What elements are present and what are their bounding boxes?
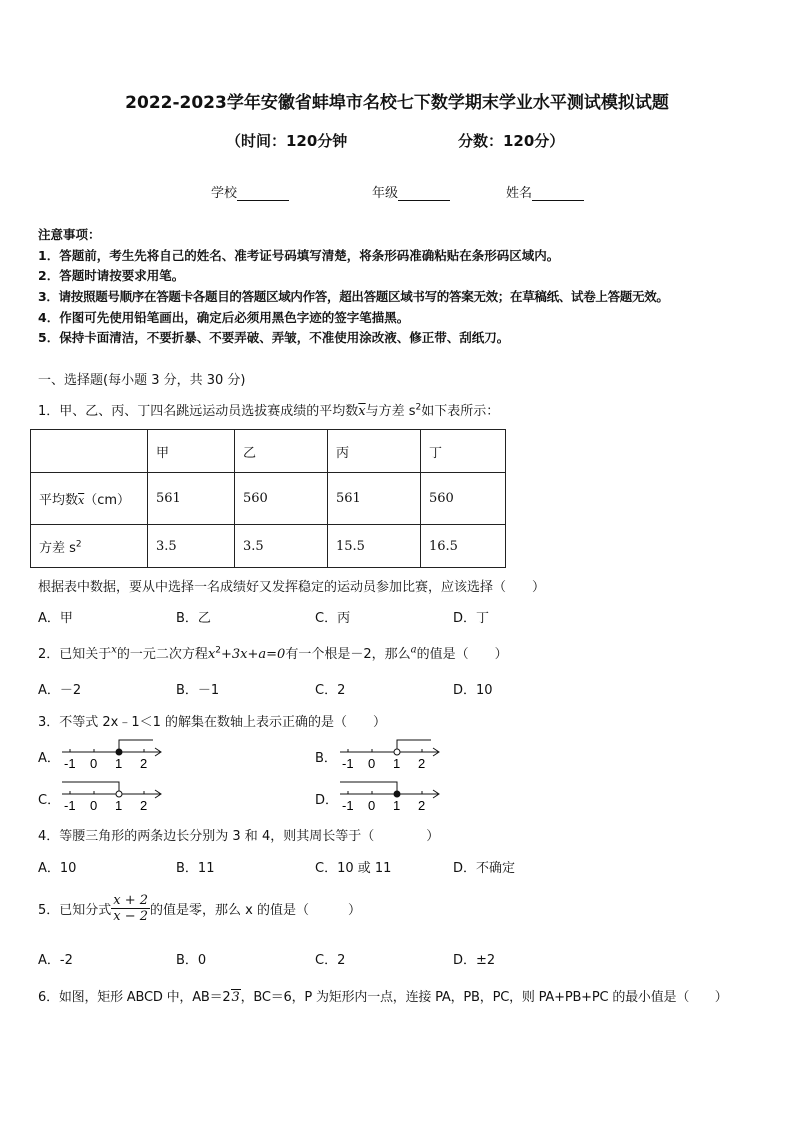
table-cell: 16.5	[421, 525, 506, 568]
q1-stem	[38, 400, 499, 419]
page-title: 2022-2023学年安徽省蚌埠市名校七下数学期末学业水平测试模拟试题	[125, 93, 669, 113]
row-label-var: 方差 s	[39, 540, 76, 556]
option-c[interactable]: C．2	[315, 953, 346, 968]
school-label: 学校	[211, 186, 238, 201]
tick-label: -1	[64, 798, 76, 813]
option-c[interactable]: C．10 或 11	[315, 861, 392, 876]
q1-table	[30, 429, 506, 568]
option-b[interactable]: B．	[315, 751, 337, 766]
option-d[interactable]: D．丁	[453, 611, 490, 626]
option-c[interactable]: C．丙	[315, 611, 351, 626]
fraction-denominator: x − 2	[113, 909, 149, 924]
q1-sup: 2	[415, 402, 422, 413]
option-a[interactable]: A．－2	[38, 683, 82, 698]
tick-label: 1	[393, 756, 401, 771]
table-row	[31, 525, 506, 568]
row-label-xbar: $\overline{x}$	[78, 494, 85, 507]
row-label-a: 平均数	[39, 493, 79, 508]
option-a[interactable]: A．	[38, 751, 60, 766]
q2-a-var: a	[410, 644, 417, 656]
q2-x: x	[111, 644, 117, 656]
name-blank[interactable]	[532, 186, 584, 201]
note-item: 4．作图可先使用铅笔画出，确定后必须用黑色字迹的签字笔描黑。	[38, 310, 410, 325]
q2-eq-x: x	[207, 647, 216, 662]
row-label-unit: （cm）	[84, 493, 131, 508]
number-line-d	[336, 778, 446, 814]
q2-c: 有一个根是－2，那么	[285, 647, 411, 662]
q2-b: 的一元二次方程	[116, 647, 208, 662]
table-header: 丁	[421, 430, 506, 473]
exam-time: （时间：120分钟	[226, 132, 348, 150]
option-d[interactable]: D．±2	[453, 953, 496, 968]
row-label	[31, 525, 148, 568]
note-item: 5．保持卡面清洁，不要折暴、不要弄破、弄皱，不准使用涂改液、修正带、刮纸刀。	[38, 330, 510, 345]
table-cell: 3.5	[235, 525, 328, 568]
table-header: 丙	[328, 430, 421, 473]
row-label	[31, 473, 148, 525]
option-b[interactable]: B．乙	[176, 611, 211, 626]
q6-b: ，BC＝6，P 为矩形内一点，连接 PA，PB，PC，则 PA+PB+PC 的最小值是（ ）	[240, 990, 728, 1005]
xbar: $\overline{x}$	[358, 404, 366, 419]
tick-label: 0	[90, 798, 98, 813]
option-d[interactable]: D．10	[453, 683, 493, 698]
grade-blank[interactable]	[398, 186, 450, 201]
exam-score: 分数：120分）	[458, 132, 565, 150]
tick-label: -1	[342, 798, 354, 813]
option-c[interactable]: C．2	[315, 683, 346, 698]
option-b[interactable]: B．11	[176, 861, 215, 876]
grade-field	[372, 182, 450, 201]
name-label: 姓名	[506, 186, 533, 201]
tick-label: 1	[393, 798, 401, 813]
option-d[interactable]: D．	[315, 793, 339, 808]
section-heading: 一、选择题(每小题 3 分，共 30 分)	[38, 373, 246, 388]
q6-stem	[38, 986, 728, 1005]
table-header-empty	[31, 430, 148, 473]
grade-label: 年级	[372, 186, 399, 201]
q5-b: 的值是零，那么 x 的值是（ ）	[150, 903, 362, 918]
tick-label: 2	[418, 756, 426, 771]
table-header: 甲	[148, 430, 235, 473]
notes-heading: 注意事项：	[38, 227, 101, 242]
q5-stem	[38, 893, 361, 924]
q1-question: 根据表中数据，要从中选择一名成绩好又发挥稳定的运动员参加比赛，应该选择（ ）	[38, 580, 546, 595]
q6-a: 6．如图，矩形 ABCD 中，AB＝2	[38, 990, 231, 1005]
note-item: 3．请按照题号顺序在答题卡各题目的答题区域内作答，超出答题区域书写的答案无效；在草稿纸、试卷上答题无效。	[38, 289, 669, 304]
q4-stem: 4．等腰三角形的两条边长分别为 3 和 4，则其周长等于（ ）	[38, 829, 440, 844]
school-field	[211, 182, 289, 201]
number-line-c	[58, 778, 168, 814]
table-cell: 15.5	[328, 525, 421, 568]
fraction-numerator: x + 2	[113, 893, 149, 908]
q1-stem-b: 与方差 s	[365, 404, 416, 419]
option-d[interactable]: D．不确定	[453, 861, 516, 876]
q2-eq-sup: 2	[215, 645, 222, 656]
sqrt-radicand: 3	[231, 990, 240, 1005]
fraction	[111, 893, 150, 924]
number-line-b	[336, 736, 446, 772]
option-c[interactable]: C．	[38, 793, 61, 808]
name-field	[506, 182, 584, 201]
tick-label: 1	[115, 756, 123, 771]
q1-stem-a: 1．甲、乙、丙、丁四名跳远运动员选拔赛成绩的平均数	[38, 404, 359, 419]
tick-label: 1	[115, 798, 123, 813]
option-a[interactable]: A．-2	[38, 953, 73, 968]
tick-label: -1	[342, 756, 354, 771]
q2-eq-rest: +3x+a=0	[221, 647, 286, 662]
option-a[interactable]: A．10	[38, 861, 77, 876]
q2-a: 2．已知关于	[38, 647, 112, 662]
table-row	[31, 473, 506, 525]
tick-label: -1	[64, 756, 76, 771]
tick-label: 2	[140, 798, 148, 813]
option-a[interactable]: A．甲	[38, 611, 73, 626]
tick-label: 0	[368, 756, 376, 771]
q2-stem	[38, 643, 508, 662]
table-cell: 560	[421, 473, 506, 525]
table-cell: 3.5	[148, 525, 235, 568]
tick-label: 2	[418, 798, 426, 813]
number-line-a	[58, 736, 168, 772]
table-cell: 561	[328, 473, 421, 525]
tick-label: 0	[90, 756, 98, 771]
table-header: 乙	[235, 430, 328, 473]
q3-stem: 3．不等式 2x﹣1＜1 的解集在数轴上表示正确的是（ ）	[38, 715, 387, 730]
tick-label: 0	[368, 798, 376, 813]
table-cell: 560	[235, 473, 328, 525]
q5-a: 5．已知分式	[38, 903, 112, 918]
row-label-sup: 2	[75, 539, 82, 550]
option-b[interactable]: B．0	[176, 953, 207, 968]
q1-stem-c: 如下表所示：	[421, 404, 500, 419]
note-item: 2．答题时请按要求用笔。	[38, 268, 185, 283]
school-blank[interactable]	[237, 186, 289, 201]
table-cell: 561	[148, 473, 235, 525]
q2-d: 的值是（ ）	[416, 647, 508, 662]
tick-label: 2	[140, 756, 148, 771]
option-b[interactable]: B．－1	[176, 683, 220, 698]
note-item: 1．答题前，考生先将自己的姓名、准考证号码填写清楚，将条形码准确粘贴在条形码区域内。	[38, 248, 560, 263]
